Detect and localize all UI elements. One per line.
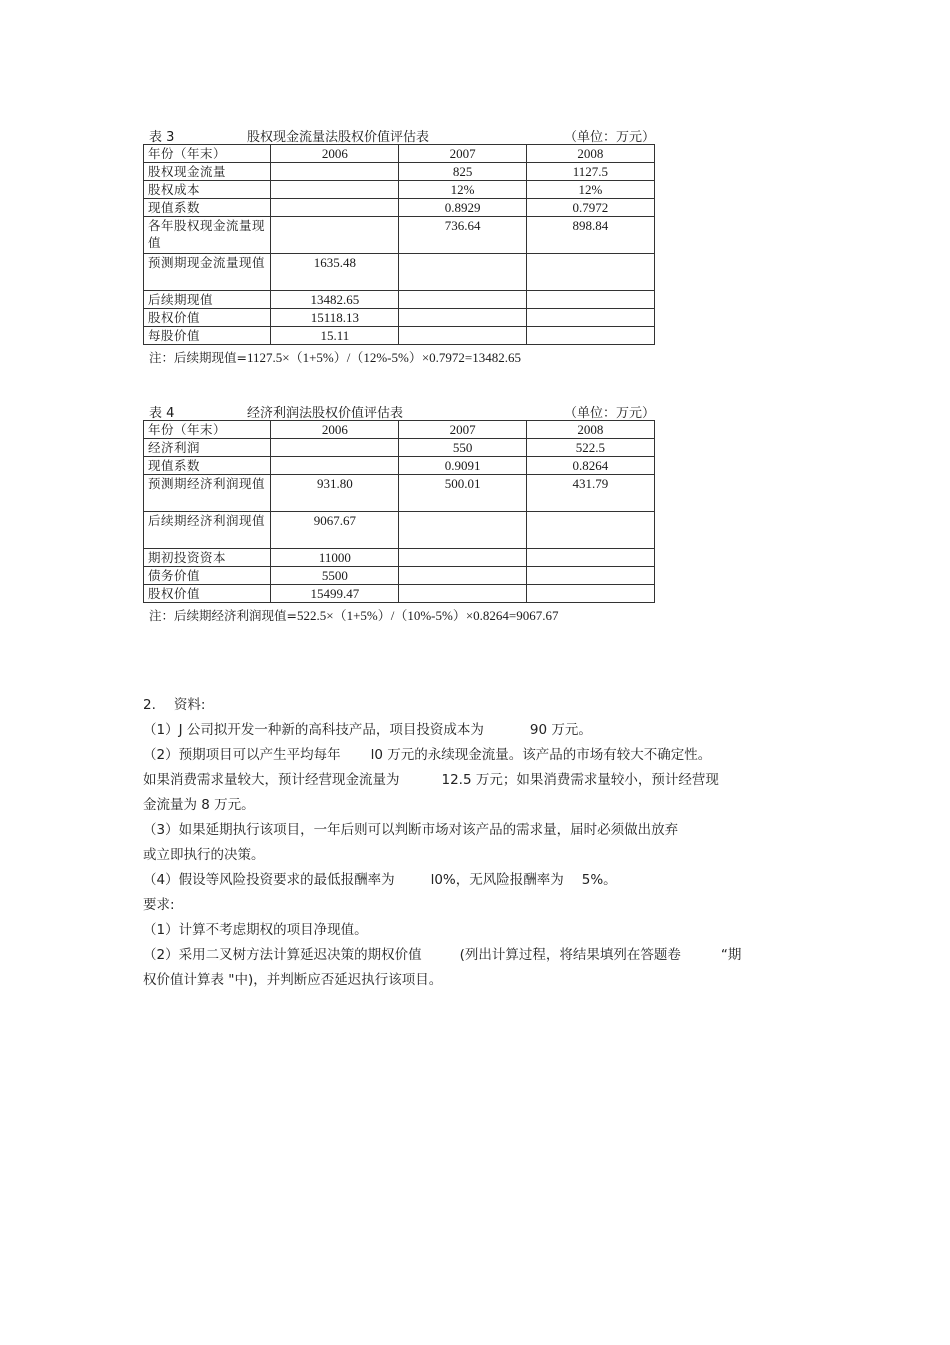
table-header-cell: 2006 bbox=[271, 421, 399, 439]
table-cell: 现值系数 bbox=[144, 199, 271, 217]
section-2 bbox=[143, 693, 823, 993]
table-cell: 债务价值 bbox=[144, 567, 271, 585]
table-row bbox=[144, 585, 655, 603]
table-row bbox=[144, 549, 655, 567]
text-span: （2）预期项目可以产生平均每年 bbox=[143, 747, 341, 763]
table-cell: 后续期经济利润现值 bbox=[144, 512, 271, 549]
table-row bbox=[144, 217, 655, 254]
paragraph-line bbox=[143, 768, 823, 793]
table-3-block bbox=[143, 122, 657, 366]
table-4-label: 表 4 bbox=[149, 406, 175, 421]
table-header-cell: 2008 bbox=[526, 145, 654, 163]
table-cell bbox=[399, 327, 526, 345]
table-4-caption bbox=[143, 398, 657, 420]
text-span: 如果消费需求量较大，预计经营现金流量为 bbox=[143, 772, 400, 788]
table-cell: 12% bbox=[399, 181, 526, 199]
table-cell: 0.7972 bbox=[526, 199, 654, 217]
table-cell: 股权价值 bbox=[144, 309, 271, 327]
table-4-note-prefix: 注：后续期经济利润现值= bbox=[149, 608, 297, 623]
table-cell bbox=[399, 549, 526, 567]
table-cell bbox=[526, 567, 654, 585]
text-span: 90 万元。 bbox=[529, 722, 592, 738]
table-row bbox=[144, 439, 655, 457]
text-span: （2）采用二叉树方法计算延迟决策的期权价值 bbox=[143, 947, 422, 963]
table-cell: 各年股权现金流量现值 bbox=[144, 217, 271, 254]
table-cell: 12% bbox=[526, 181, 654, 199]
table-3-note-formula: 1127.5×（1+5%）/（12%-5%）×0.7972=13482.65 bbox=[246, 350, 522, 365]
table-cell: 后续期现值 bbox=[144, 291, 271, 309]
table-cell bbox=[399, 254, 526, 291]
table-header-cell: 年份（年末） bbox=[144, 421, 271, 439]
table-cell bbox=[271, 457, 399, 475]
table-4-title: 经济利润法股权价值评估表 bbox=[247, 406, 404, 421]
heading-number: 2. bbox=[143, 697, 156, 713]
text-span: 或立即执行的决策。 bbox=[143, 847, 265, 863]
table-cell bbox=[271, 199, 399, 217]
table-3-label: 表 3 bbox=[149, 130, 175, 145]
text-span: 金流量为 8 万元。 bbox=[143, 797, 255, 813]
table-cell bbox=[271, 439, 399, 457]
heading-text: 资料: bbox=[173, 697, 206, 713]
paragraph-line bbox=[143, 718, 823, 743]
table-4-unit: （单位：万元） bbox=[563, 406, 655, 421]
table-cell: 1127.5 bbox=[526, 163, 654, 181]
table-cell bbox=[271, 163, 399, 181]
table-cell bbox=[399, 585, 526, 603]
section-2-heading bbox=[143, 693, 823, 718]
table-cell: 15118.13 bbox=[271, 309, 399, 327]
table-cell: 550 bbox=[399, 439, 526, 457]
table-row bbox=[144, 327, 655, 345]
paragraph-line bbox=[143, 818, 823, 843]
table-header-cell: 2006 bbox=[271, 145, 399, 163]
table-cell bbox=[526, 585, 654, 603]
table-3-note-prefix: 注：后续期现值= bbox=[149, 350, 247, 365]
table-3-unit: （单位：万元） bbox=[563, 130, 655, 145]
text-span: （3）如果延期执行该项目，一年后则可以判断市场对该产品的需求量，届时必须做出放弃 bbox=[143, 822, 679, 838]
text-span: l0%，无风险报酬率为 bbox=[430, 872, 564, 888]
text-span: （4）假设等风险投资要求的最低报酬率为 bbox=[143, 872, 395, 888]
text-span: 权价值计算表 "中)，并判断应否延迟执行该项目。 bbox=[143, 972, 443, 988]
table-3-title: 股权现金流量法股权价值评估表 bbox=[247, 130, 430, 145]
table-cell: 500.01 bbox=[399, 475, 526, 512]
table-4-note-formula: 522.5×（1+5%）/（10%-5%）×0.8264=9067.67 bbox=[296, 608, 559, 623]
table-cell bbox=[399, 567, 526, 585]
table-row bbox=[144, 457, 655, 475]
table-row bbox=[144, 181, 655, 199]
table-row bbox=[144, 163, 655, 181]
table-cell: 9067.67 bbox=[271, 512, 399, 549]
table-header-row bbox=[144, 145, 655, 163]
paragraph-line bbox=[143, 918, 823, 943]
table-cell: 431.79 bbox=[526, 475, 654, 512]
table-cell: 522.5 bbox=[526, 439, 654, 457]
table-cell bbox=[271, 217, 399, 254]
paragraph-line bbox=[143, 868, 823, 893]
table-header-row bbox=[144, 421, 655, 439]
table-cell bbox=[526, 512, 654, 549]
table-header-cell: 2008 bbox=[526, 421, 654, 439]
paragraph-line bbox=[143, 743, 823, 768]
table-4 bbox=[143, 420, 655, 603]
table-cell bbox=[399, 291, 526, 309]
table-cell: 825 bbox=[399, 163, 526, 181]
table-cell bbox=[399, 512, 526, 549]
table-row bbox=[144, 475, 655, 512]
table-row bbox=[144, 567, 655, 585]
table-4-note bbox=[143, 605, 657, 624]
text-span: (列出计算过程，将结果填列在答题卷 bbox=[459, 947, 681, 963]
table-cell: 15.11 bbox=[271, 327, 399, 345]
table-cell: 931.80 bbox=[271, 475, 399, 512]
table-cell: 13482.65 bbox=[271, 291, 399, 309]
table-4-block bbox=[143, 398, 657, 624]
table-cell bbox=[271, 181, 399, 199]
text-span: l0 万元的永续现金流量。该产品的市场有较大不确定性。 bbox=[370, 747, 712, 763]
table-cell bbox=[526, 254, 654, 291]
text-span: （1）计算不考虑期权的项目净现值。 bbox=[143, 922, 368, 938]
table-cell: 现值系数 bbox=[144, 457, 271, 475]
table-cell: 0.9091 bbox=[399, 457, 526, 475]
table-cell: 股权现金流量 bbox=[144, 163, 271, 181]
table-cell: 898.84 bbox=[526, 217, 654, 254]
paragraph-line bbox=[143, 793, 823, 818]
text-span: 5%。 bbox=[581, 872, 617, 888]
table-header-cell: 年份（年末） bbox=[144, 145, 271, 163]
table-cell: 11000 bbox=[271, 549, 399, 567]
text-span: “期 bbox=[720, 947, 742, 963]
table-cell bbox=[526, 327, 654, 345]
table-cell bbox=[526, 291, 654, 309]
text-span: （1）J 公司拟开发一种新的高科技产品，项目投资成本为 bbox=[143, 722, 484, 738]
table-cell bbox=[526, 549, 654, 567]
requirements-heading bbox=[143, 893, 823, 918]
table-cell: 期初投资资本 bbox=[144, 549, 271, 567]
table-cell: 股权成本 bbox=[144, 181, 271, 199]
table-3 bbox=[143, 144, 655, 345]
table-cell: 0.8264 bbox=[526, 457, 654, 475]
paragraph-line bbox=[143, 843, 823, 868]
table-cell: 1635.48 bbox=[271, 254, 399, 291]
table-cell bbox=[399, 309, 526, 327]
table-row bbox=[144, 309, 655, 327]
table-3-caption bbox=[143, 122, 657, 144]
table-cell: 5500 bbox=[271, 567, 399, 585]
table-cell bbox=[526, 309, 654, 327]
table-row bbox=[144, 291, 655, 309]
table-cell: 736.64 bbox=[399, 217, 526, 254]
table-cell: 股权价值 bbox=[144, 585, 271, 603]
table-row bbox=[144, 254, 655, 291]
table-cell: 每股价值 bbox=[144, 327, 271, 345]
table-row bbox=[144, 512, 655, 549]
table-cell: 预测期现金流量现值 bbox=[144, 254, 271, 291]
paragraph-line bbox=[143, 968, 823, 993]
table-cell: 经济利润 bbox=[144, 439, 271, 457]
table-cell: 15499.47 bbox=[271, 585, 399, 603]
text-span: 要求: bbox=[143, 897, 175, 913]
table-cell: 预测期经济利润现值 bbox=[144, 475, 271, 512]
table-3-note bbox=[143, 347, 657, 366]
paragraph-line bbox=[143, 943, 823, 968]
table-row bbox=[144, 199, 655, 217]
table-cell: 0.8929 bbox=[399, 199, 526, 217]
table-header-cell: 2007 bbox=[399, 145, 526, 163]
table-header-cell: 2007 bbox=[399, 421, 526, 439]
text-span: 12.5 万元；如果消费需求量较小，预计经营现 bbox=[441, 772, 719, 788]
